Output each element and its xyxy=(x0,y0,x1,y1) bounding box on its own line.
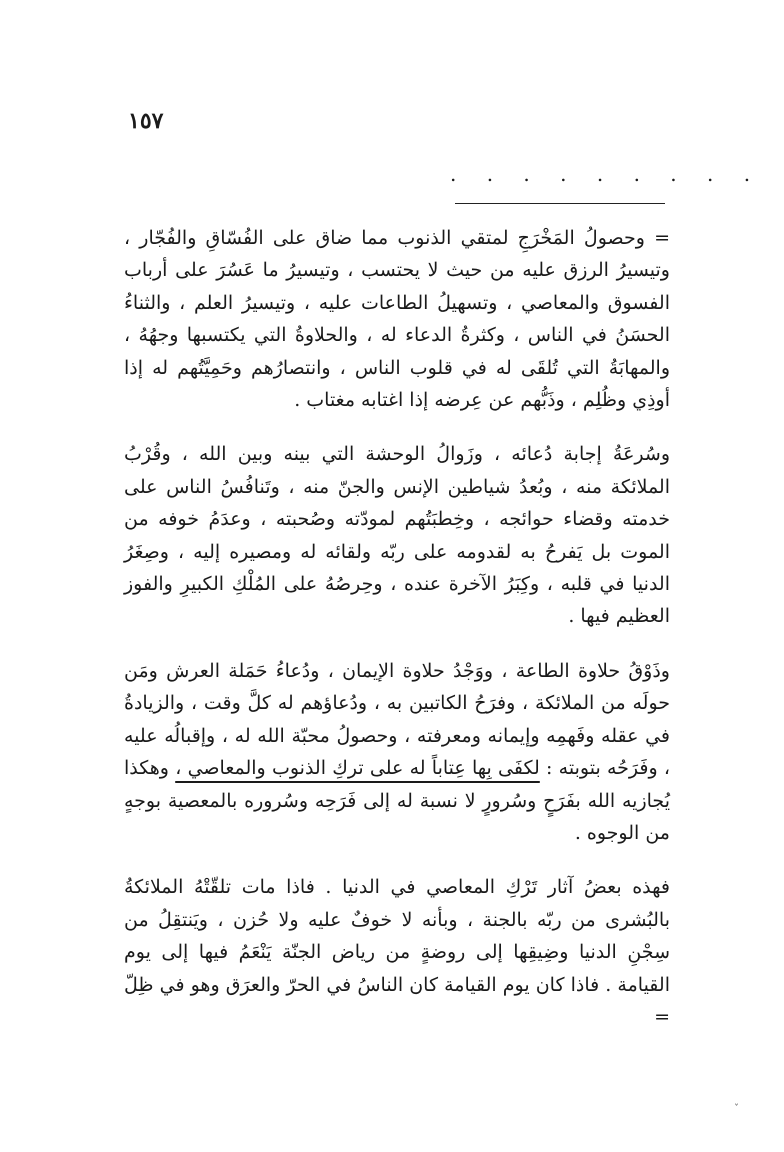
paragraph-3-text: وذَوْقُ حلاوة الطاعة ، ووَجْدُ حلاوة الإيمان ، ودُعاءُ حَمَلة العرش ومَن حولَه من الملائكة ، وفرَحُ الكاتبين به ، ودُعاؤهم له كلَّ وقت ، والزيادةُ في عقله وفَهمِه وإيمانه ومعرفته ، وحصولُ محبّة الله له ، وإقبالُه عليه ، وفَرَحُه بتوبته : xyxy=(124,659,671,780)
page-number: ١٥٧ xyxy=(128,108,164,134)
paragraph-4: فهذه بعضُ آثار تَرْكِ المعاصي في الدنيا . فاذا مات تلقّتْهُ الملائكةُ بالبُشرى من ربّه بالجنة ، وبأنه لا خوفٌ عليه ولا حُزن ، ويَنتقِلُ من سِجْنِ الدنيا وضِيقِها إلى روضةٍ من رياض الجنّة يَنْعَمُ فيها إلى يوم القيامة . فاذا كان يوم القيامة كان الناسُ في الحرّ والعرَق وهو في ظِلّ = xyxy=(124,876,670,1028)
separator-dots: . . . . . . . . . xyxy=(450,162,763,186)
paragraph-3-continuation: وهكذا يُجازيه الله بفَرَحٍ وسُرورٍ لا نسبة له إلى فَرَحِه وسُروره بالمعصية بوجهٍ من الوجوه . xyxy=(124,757,670,844)
paragraph-2: وسُرعَةُ إجابة دُعائه ، وزَوالُ الوحشة التي بينه وبين الله ، وقُرْبُ الملائكة منه ، وبُعدُ شياطين الإنس والجنّ منه ، وتَنافُسُ الناس على خدمته وقضاء حوائجه ، وخِطبَتُهم لمودّته وصُحبته ، وعدَمُ خوفه من الموت بل يَفرحُ به لقدومه على ربّه ولقائه له ومصيره إليه ، وصِغَرُ الدنيا في قلبه ، وكِبَرُ الآخرة عنده ، وحِرصُهُ على المُلْكِ الكبيرِ والفوز العظيم فيها . xyxy=(124,443,670,628)
paragraph-3 xyxy=(124,655,670,849)
footnote-rule xyxy=(455,203,665,204)
underlined-phrase: لكفَى بِها عِتاباً له على تركِ الذنوب والمعاصي ، xyxy=(175,757,540,780)
footnote-text xyxy=(124,222,670,1055)
paragraph-1: = وحصولُ المَخْرَجِ لمتقي الذنوب مما ضاق على الفُسّاقِ والفُجّار ، وتيسيرُ الرزق عليه من حيث لا يحتسب ، وتيسيرُ ما عَسُرَ على أرباب الفسوق والمعاصي ، وتسهيلُ الطاعات عليه ، وتيسيرُ العلم ، والثناءُ الحسَنُ في الناس ، وكثرةُ الدعاء له ، والحلاوةُ التي يكتسبها وجهُهُ ، والمهابَةُ التي تُلقَى له في قلوب الناس ، وانتصارُهم وحَمِيَّتُهم له إذا أوذِي وظُلِم ، وذَبُّهم عن عِرضه إذا اغتابه مغتاب . xyxy=(124,227,670,412)
corner-mark: ˇ xyxy=(734,1104,739,1115)
